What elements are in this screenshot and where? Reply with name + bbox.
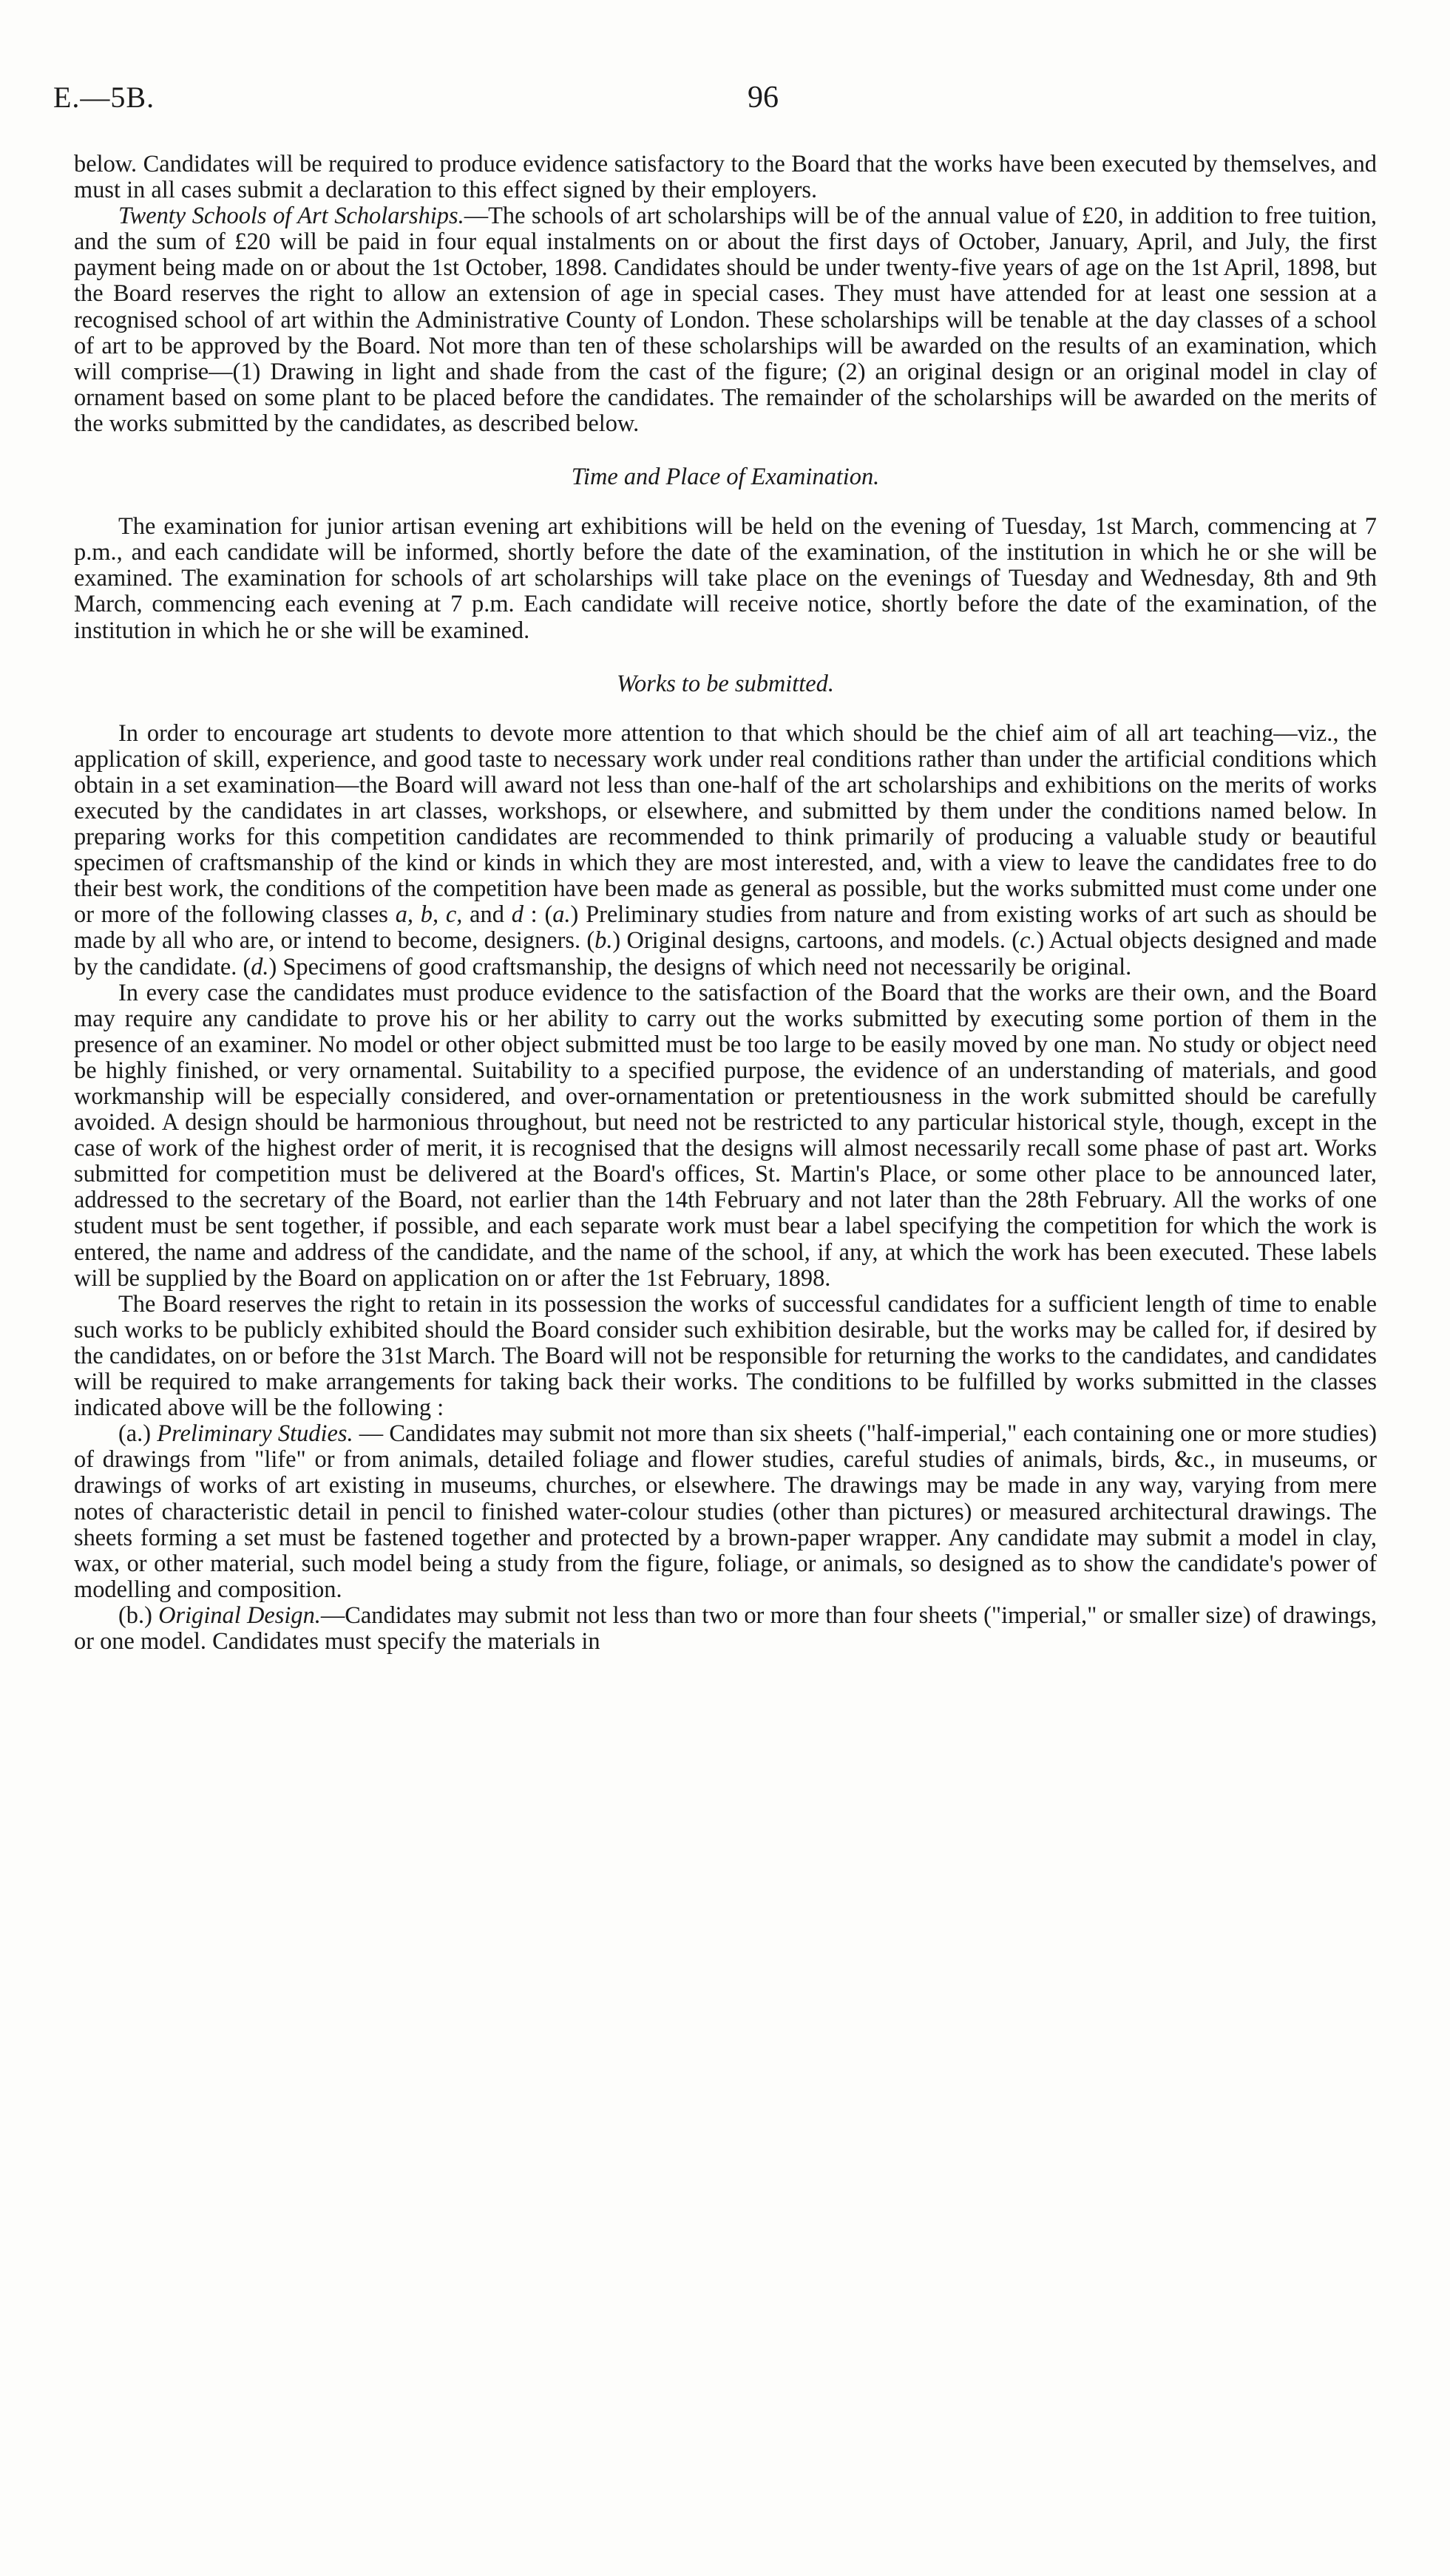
paragraph-evidence: In every case the candidates must produce evidence to the satisfaction of the Board that the works are their own, and the Board may require any candidate to prove his or her ability to carry out the works submitted by executing some portion of them in the presence of an examiner. No model or other object submitted must be too large to be easily moved by one man. No study or object need be highly finished, or very ornamental. Suitability to a specified purpose, the evidence of an understanding of materials, and good workmanship will be especially considered, and over-ornamentation or pretentiousness in the work submitted should be carefully avoided. A design should be harmonious throughout, but need not be restricted to any particular historical style, though, except in the case of work of the highest order of merit, it is recognised that the designs will almost necessarily recall some phase of past art. Works submitted for competition must be delivered at the Board's offices, St. Martin's Place, or some other place to be announced later, addressed to the secretary of the Board, not earlier than the 14th February and not later than the 28th February. All the works of one student must be sent together, if possible, and each separate work must bear a label specifying the competition for which the work is entered, the name and address of the candidate, and the name of the school, if any, at which the work has been executed. These labels will be supplied by the Board on application on or after the 1st February, 1898. bbox=[74, 979, 1377, 1292]
section-title-original-design: Original Design. bbox=[158, 1601, 321, 1629]
paragraph-retention: The Board reserves the right to retain in its possession the works of successful candidates for a sufficient length of time to enable such works to be publicly exhibited should the Board consider such exhibition desirable, but the works may be called for, if desired by the candidates, on or before the 31st March. The Board will not be responsible for returning the works to the candidates, and candidates will be required to make arrangements for taking back their works. The conditions to be fulfilled by works submitted in the classes indicated above will be the following : bbox=[74, 1290, 1377, 1422]
heading-works-submitted: Works to be submitted. bbox=[617, 670, 834, 697]
paragraph-scholarships: Twenty Schools of Art Scholarships.—The schools of art scholarships will be of the annual value of £20, in addition to free tuition, and the sum of £20 will be paid in four equal instalments on or about the first days of October, January, April, and July, the first payment being made on or about the 1st October, 1898. Candidates should be under twenty-five years of age on the 1st April, 1898, but the Board reserves the right to allow an extension of age in special cases. They must have attended for at least one session at a recognised school of art within the Administrative County of London. These scholarships will be tenable at the day classes of a school of art to be approved by the Board. Not more than ten of these scholarships will be awarded on the results of an examination, which will comprise—(1) Drawing in light and shade from the cast of the figure; (2) an original design or an original model in clay of ornament based on some plant to be placed before the candidates. The remainder of the scholarships will be awarded on the merits of the works submitted by the candidates, as described below. bbox=[74, 203, 1377, 437]
section-title-preliminary: Preliminary Studies. bbox=[157, 1420, 353, 1448]
paragraph-original-design: (b.) Original Design.—Candidates may submit not less than two or more than four sheets ("imperial," or smaller size) of drawings, or one model. Candidates must specify the materials in bbox=[74, 1601, 1377, 1655]
body-text bbox=[74, 152, 1377, 1655]
page-header bbox=[53, 80, 1384, 117]
paragraph-examination: The examination for junior artisan evening art exhibitions will be held on the evening of Tuesday, 1st March, commencing at 7 p.m., and each candidate will be informed, shortly before the date of the examination, of the institution in which he or she will be examined. The examination for schools of art scholarships will take place on the evenings of Tuesday and Wednesday, 8th and 9th March, commencing each evening at 7 p.m. Each candidate will receive notice, shortly before the date of the examination, of the institution in which he or she will be examined. bbox=[74, 513, 1377, 644]
page-number: 96 bbox=[748, 81, 779, 115]
section-title-scholarships: Twenty Schools of Art Scholarships. bbox=[118, 203, 464, 230]
paragraph-preliminary-studies: (a.) Preliminary Studies. — Candidates may submit not more than six sheets ("half-imperial," each containing one or more studies) of drawings from "life" or from animals, detailed foliage and flower studies, careful studies of animals, birds, &c., in museums, or drawings of works of art existing in museums, churches, or elsewhere. The drawings may be made in any way, varying from mere notes of characteristic detail in pencil to finished water-colour studies (other than pictures) or measured architectural drawings. The sheets forming a set must be fastened together and protected by a brown-paper wrapper. Any candidate may submit a model in clay, wax, or other material, such model being a study from the figure, foliage, or animals, so designed as to show the candidate's power of modelling and composition. bbox=[74, 1420, 1377, 1603]
paragraph-encourage: In order to encourage art students to devote more attention to that which should be the chief aim of all art teaching—viz., the application of skill, experience, and good taste to necessary work under real conditions rather than under the artificial conditions which obtain in a set examination—the Board will award not less than one-half of the art scholarships and exhibitions on the merits of works executed by the candidates in art classes, workshops, or elsewhere, and submitted by them under the conditions named below. In preparing works for this competition candidates are recommended to think primarily of producing a valuable study or beautiful specimen of craftsmanship of the kind or kinds in which they are most interested, and, with a view to leave the candidates free to do their best work, the conditions of the competition have been made as general as possible, but the works submitted must come under one or more of the following classes a, b, c, and d : (a.) Preliminary studies from nature and from existing works of art such as should be made by all who are, or intend to become, designers. (b.) Original designs, cartoons, and models. (c.) Actual objects designed and made by the candidate. (d.) Specimens of good craftsmanship, the designs of which need not necessarily be original. bbox=[74, 719, 1378, 980]
paragraph-continuation: below. Candidates will be required to produce evidence satisfactory to the Board that the works have been executed by themselves, and must in all cases submit a declaration to this effect signed by their employers. bbox=[74, 151, 1377, 204]
document-reference: E.—5B. bbox=[53, 81, 155, 114]
heading-time-and-place: Time and Place of Examination. bbox=[571, 464, 880, 491]
